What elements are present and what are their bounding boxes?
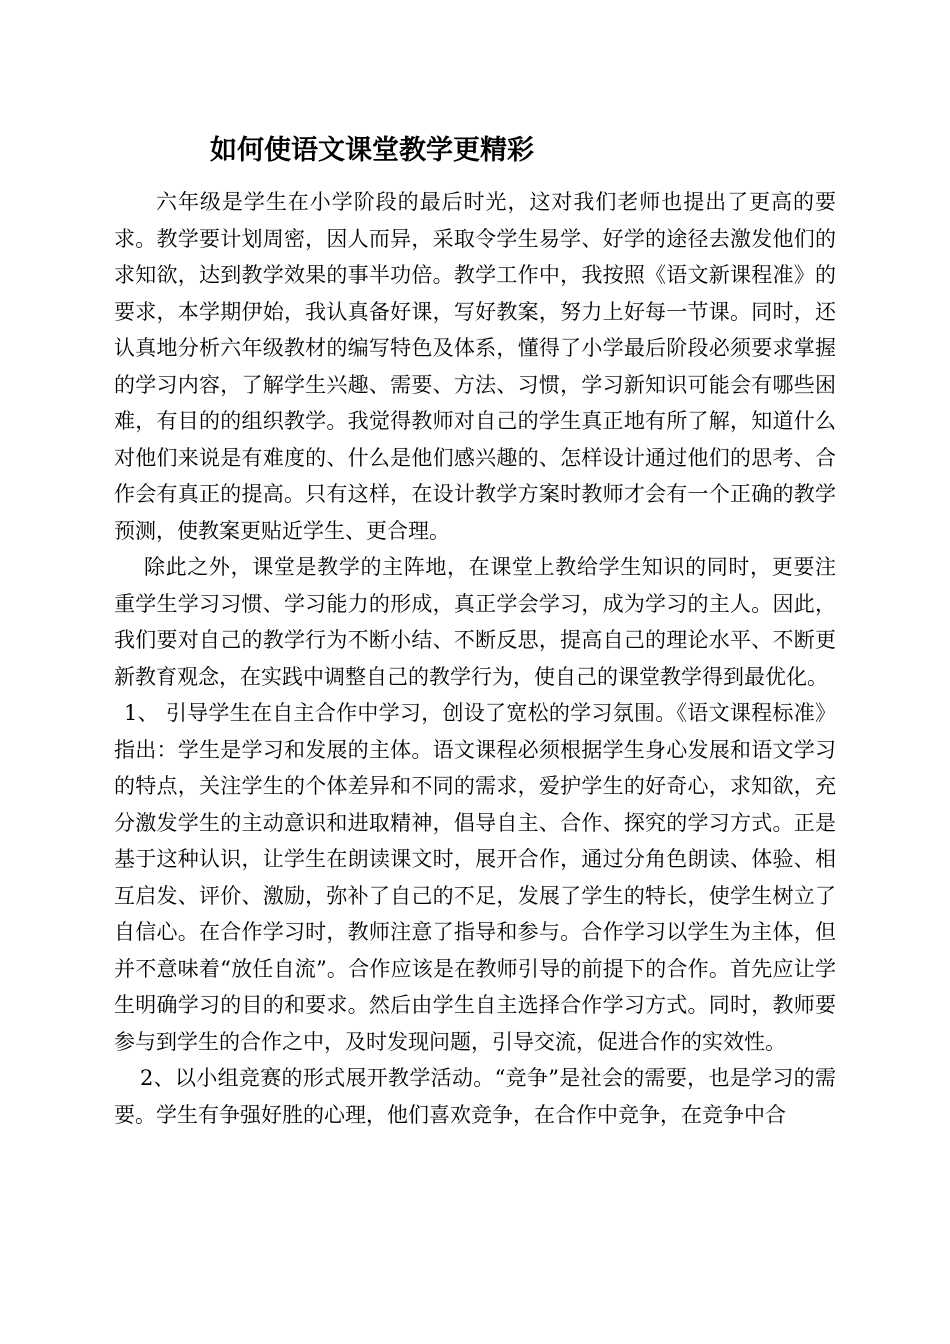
paragraph-intro: 六年级是学生在小学阶段的最后时光，这对我们老师也提出了更高的要求。教学要计划周密，因人而异，采取令学生易学、好学的途径去激发他们的求知欲，达到教学效果的事半功倍。教学工作中，我按照《语文新课程准》的要求，本学期伊始，我认真备好课，写好教案，努力上好每一节课。同时，还认真地分析六年级教材的编写特色及体系，懂得了小学最后阶段必须要求掌握的学习内容，了解学生兴趣、需要、方法、习惯，学习新知识可能会有哪些困难，有目的的组织教学。我觉得教师对自己的学生真正地有所了解，知道什么对他们来说是有难度的、什么是他们感兴趣的、怎样设计通过他们的思考、合作会有真正的提高。只有这样，在设计教学方案时教师才会有一个正确的教学预测，使教案更贴近学生、更合理。 bbox=[114, 190, 836, 543]
document-body bbox=[114, 184, 836, 1133]
paragraph-classroom: 除此之外，课堂是教学的主阵地，在课堂上教给学生知识的同时，更要注重学生学习习惯、学习能力的形成，真正学会学习，成为学习的主人。因此，我们要对自己的教学行为不断小结、不断反思，提高自己的理论水平、不断更新教育观念，在实践中调整自己的教学行为，使自己的课堂教学得到最优化。 bbox=[114, 555, 836, 689]
paragraph-point-1: 1、 引导学生在自主合作中学习，创设了宽松的学习氛围。《语文课程标准》指出：学生是学习和发展的主体。语文课程必须根据学生身心发展和语文学习的特点，关注学生的个体差异和不同的需求，爱护学生的好奇心，求知欲，充分激发学生的主动意识和进取精神，倡导自主、合作、探究的学习方式。正是基于这种认识，让学生在朗读课文时，展开合作，通过分角色朗读、体验、相互启发、评价、激励，弥补了自己的不足，发展了学生的特长，使学生树立了自信心。在合作学习时，教师注意了指导和参与。合作学习以学生为主体，但并不意味着“放任自流”。合作应该是在教师引导的前提下的合作。首先应让学生明确学习的目的和要求。然后由学生自主选择合作学习方式。同时，教师要参与到学生的合作之中，及时发现问题，引导交流，促进合作的实效性。 bbox=[114, 701, 836, 1054]
document-title: 如何使语文课堂教学更精彩 bbox=[210, 135, 534, 166]
paragraph-point-2: 2、以小组竞赛的形式展开教学活动。“竞争”是社会的需要，也是学习的需要。学生有争强好胜的心理，他们喜欢竞争，在合作中竞争，在竞争中合 bbox=[114, 1066, 836, 1127]
